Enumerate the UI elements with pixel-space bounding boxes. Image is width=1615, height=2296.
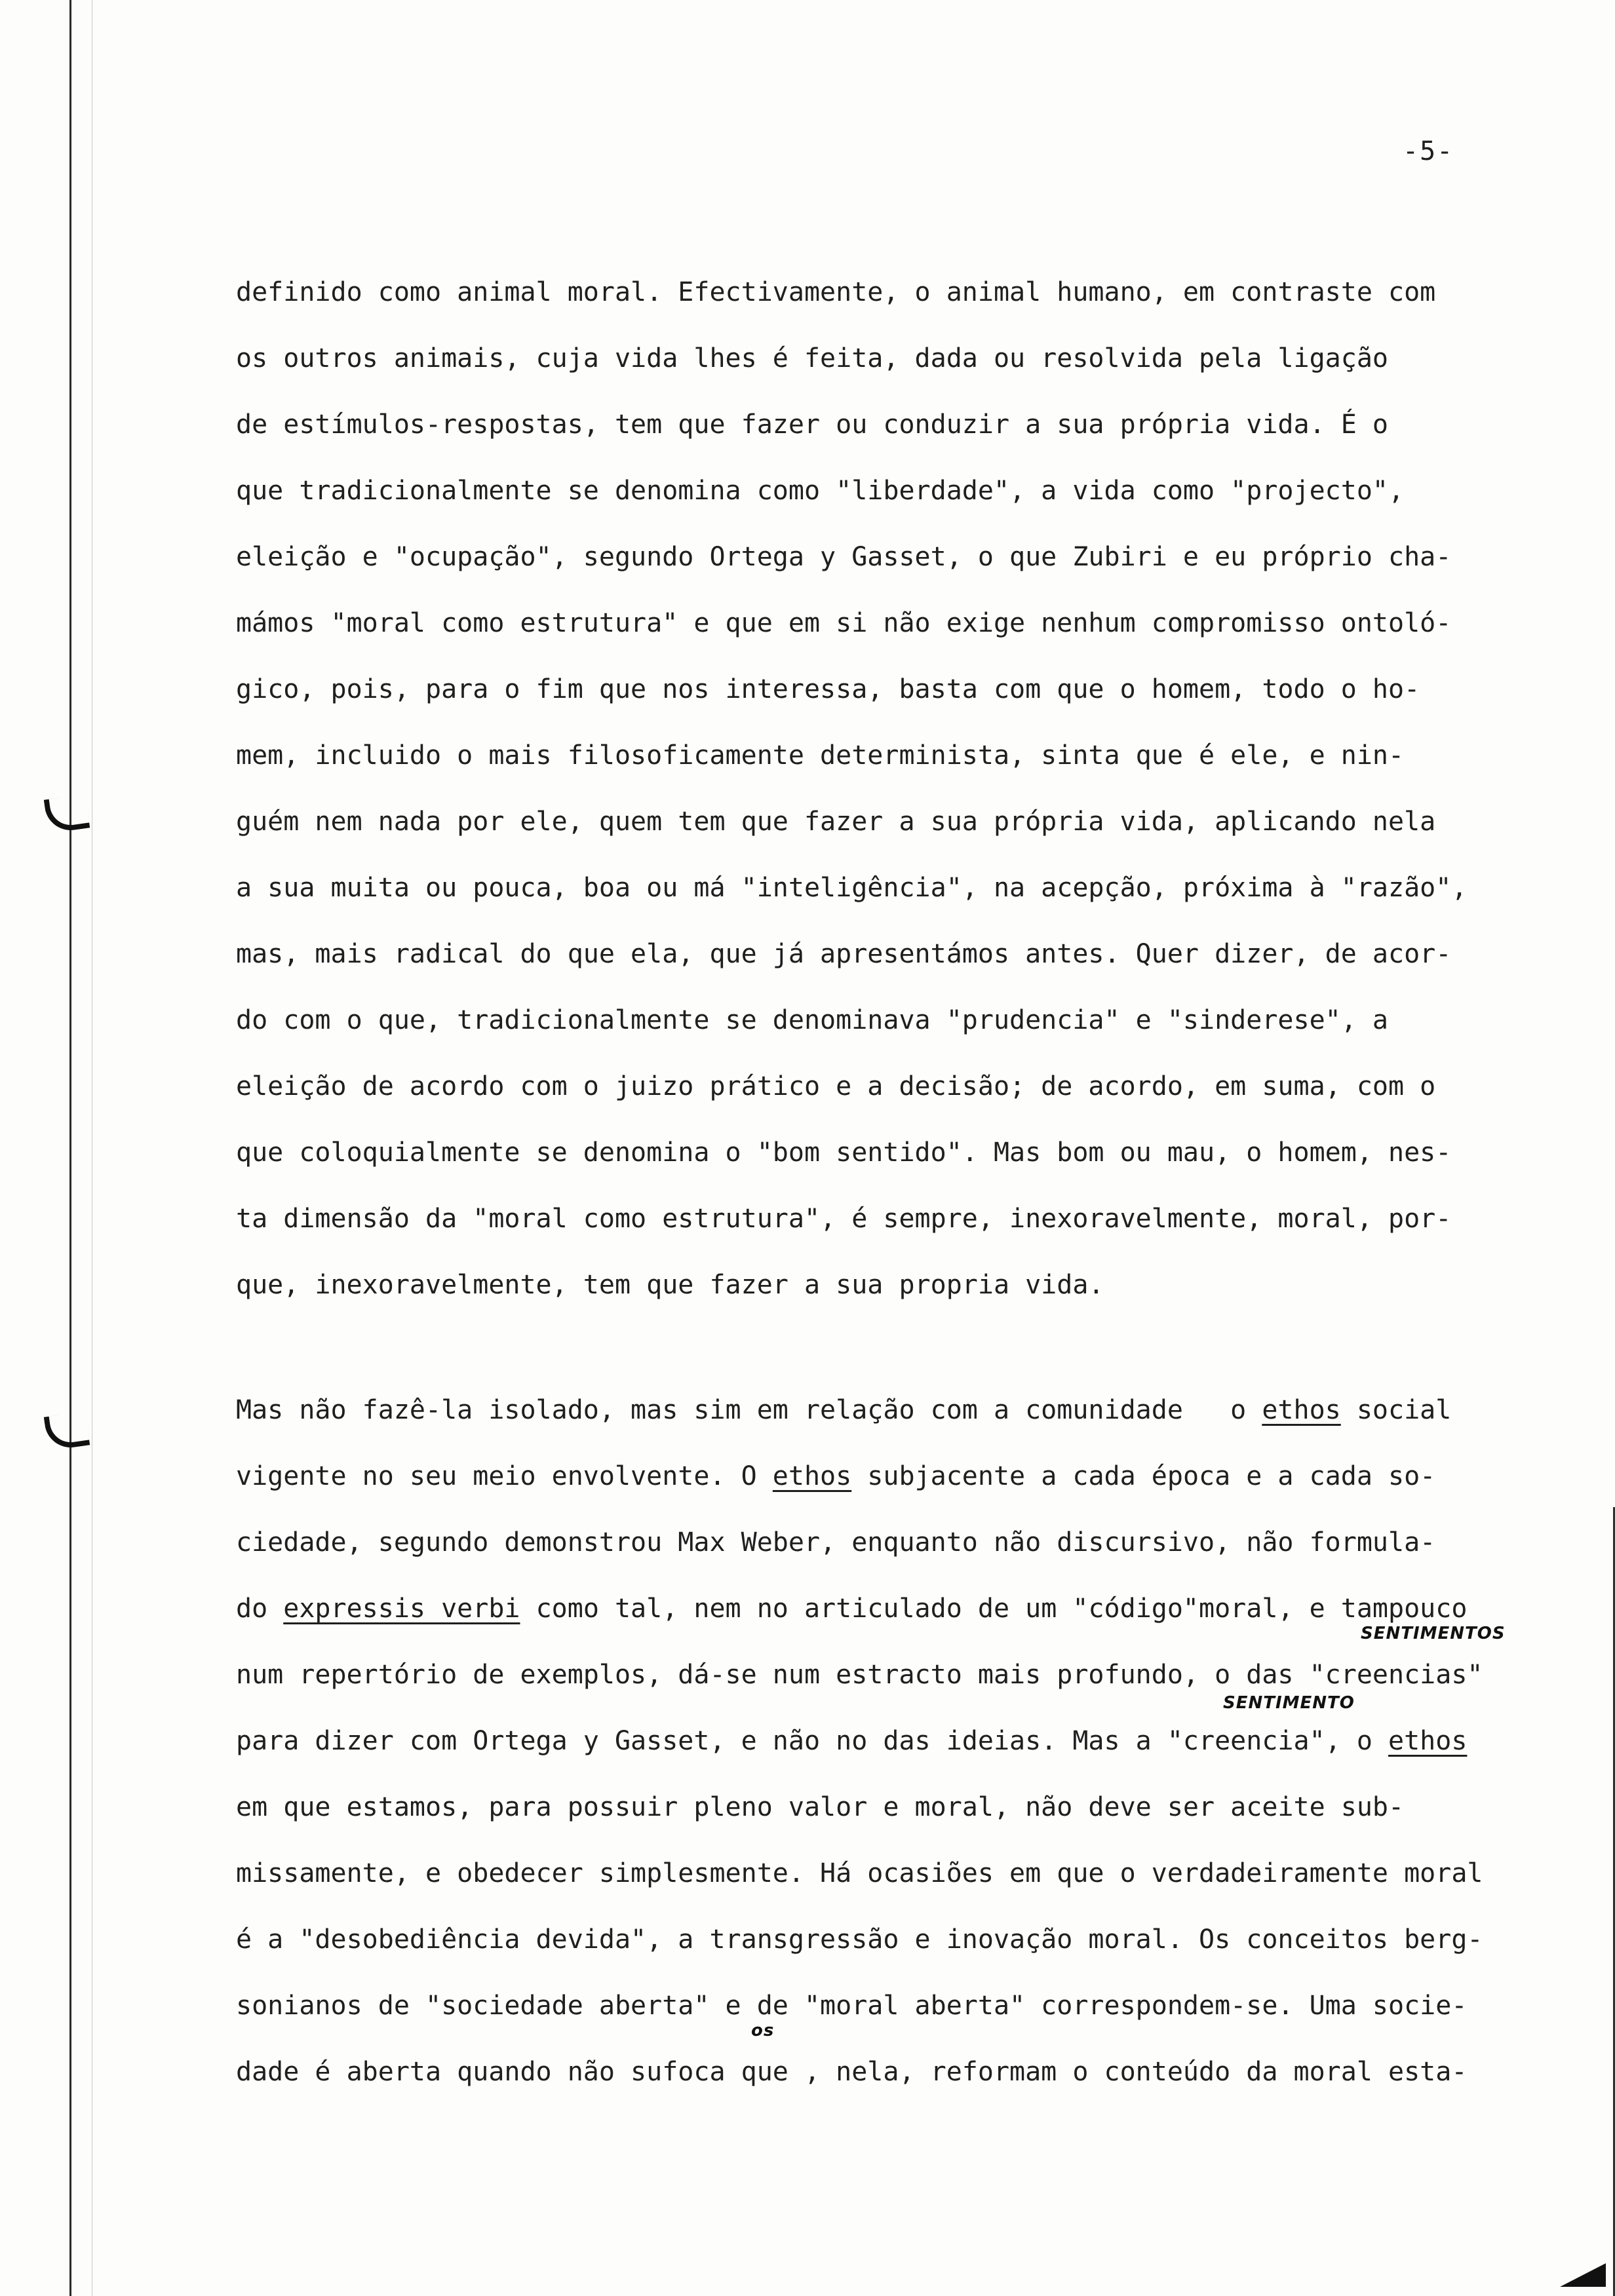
text-line: que coloquialmente se denomina o "bom sentido". Mas bom ou mau, o homem, nes- [236, 1138, 1452, 1168]
underlined-term: expressis verbi [283, 1594, 520, 1624]
text-line: sonianos de "sociedade aberta" e de "moral aberta" correspondem-se. Uma socie- [236, 1991, 1468, 2021]
text-line: ta dimensão da "moral como estrutura", é sempre, inexoravelmente, moral, por- [236, 1204, 1452, 1234]
text-line: gico, pois, para o fim que nos interessa, basta com que o homem, todo o ho- [236, 674, 1420, 704]
underlined-term: ethos [772, 1461, 852, 1491]
text-line [236, 1377, 1483, 1444]
text-line: definido como animal moral. Efectivamente, o animal humano, em contraste com [236, 277, 1436, 307]
handwritten-annotation: SENTIMENTOS [1361, 1624, 1506, 1643]
text-line: é a "desobediência devida", a transgressão e inovação moral. Os conceitos berg- [236, 1924, 1483, 1955]
text-line: que, inexoravelmente, tem que fazer a sua propria vida. [236, 1270, 1104, 1300]
text-line: do com o que, tradicionalmente se denominava "prudencia" e "sinderese", a [236, 1005, 1388, 1035]
text-run: Mas não fazê-la isolado, mas sim em relação com a comunidade o [236, 1395, 1262, 1425]
text-run: como tal, nem no articulado de um "código"moral, e tampouco [520, 1594, 1468, 1624]
text-line: em que estamos, para possuir pleno valor e moral, não deve ser aceite sub- [236, 1792, 1405, 1822]
text-line: mámos "moral como estrutura" e que em si não exige nenhum compromisso ontoló- [236, 608, 1452, 638]
text-line: eleição de acordo com o juizo prático e a decisão; de acordo, em suma, com o [236, 1071, 1436, 1101]
text-line: de estímulos-respostas, tem que fazer ou conduzir a sua própria vida. É o [236, 410, 1388, 440]
text-line: num repertório de exemplos, dá-se num estracto mais profundo, o das "creencias" [236, 1660, 1483, 1690]
text-line: os outros animais, cuja vida lhes é feita, dada ou resolvida pela ligação [236, 343, 1388, 373]
binding-edge-line [69, 0, 71, 2296]
paragraph-2 [236, 1377, 1483, 2105]
binder-hook-mark [44, 1411, 90, 1451]
text-line: mas, mais radical do que ela, que já apresentámos antes. Quer dizer, de acor- [236, 939, 1452, 969]
text-run: para dizer com Ortega y Gasset, e não no das ideias. Mas a "creencia", o [236, 1726, 1388, 1756]
text-line: que tradicionalmente se denomina como "liberdade", a vida como "projecto", [236, 476, 1405, 506]
handwritten-annotation: os [751, 2021, 775, 2040]
binder-hook-mark [44, 794, 90, 833]
text-line: ciedade, segundo demonstrou Max Weber, enquanto não discursivo, não formula- [236, 1527, 1436, 1558]
underlined-term: ethos [1262, 1395, 1341, 1425]
text-run: vigente no seu meio envolvente. O [236, 1461, 773, 1491]
text-run: do [236, 1594, 284, 1624]
text-line [236, 1444, 1483, 1510]
text-line [236, 1576, 1483, 1642]
page-number: -5- [1403, 136, 1454, 166]
text-line: guém nem nada por ele, quem tem que fazer a sua própria vida, aplicando nela [236, 807, 1436, 837]
paragraph-1 [236, 259, 1467, 1318]
text-line: dade é aberta quando não sufoca que , nela, reformam o conteúdo da moral esta- [236, 2057, 1468, 2087]
text-run: social [1340, 1395, 1452, 1425]
text-line: a sua muita ou pouca, boa ou má "inteligência", na acepção, próxima à "razão", [236, 873, 1468, 903]
text-line: missamente, e obedecer simplesmente. Há ocasiões em que o verdadeiramente moral [236, 1858, 1483, 1888]
text-line [236, 1708, 1483, 1774]
text-run: subjacente a cada época e a cada so- [851, 1461, 1436, 1491]
underlined-term: ethos [1388, 1726, 1468, 1756]
page-corner-mark [1560, 2263, 1606, 2287]
text-line: eleição e "ocupação", segundo Ortega y Gasset, o que Zubiri e eu próprio cha- [236, 542, 1452, 572]
text-line: mem, incluido o mais filosoficamente determinista, sinta que é ele, e nin- [236, 740, 1405, 771]
handwritten-annotation: SENTIMENTO [1223, 1693, 1355, 1713]
